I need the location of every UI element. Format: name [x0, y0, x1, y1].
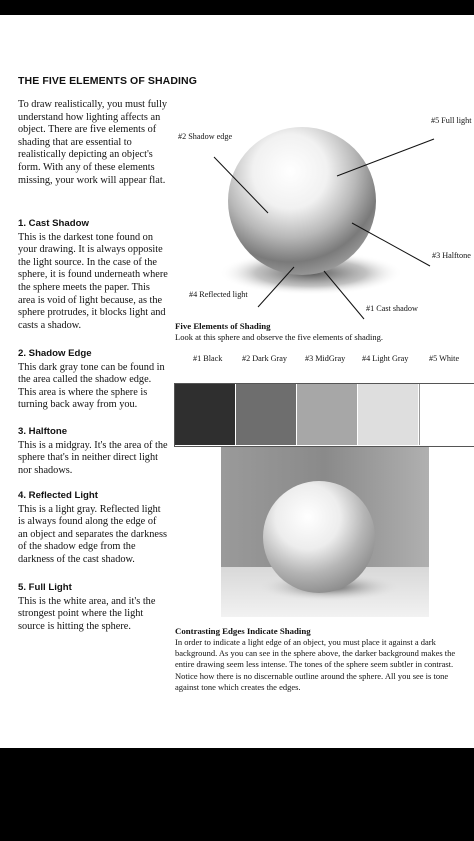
label-cast-shadow: #1 Cast shadow — [366, 304, 418, 313]
swatch-label: #1 Black — [193, 354, 223, 363]
contrast-sphere-illustration — [221, 447, 429, 617]
swatch-midgray — [297, 384, 357, 445]
label-full-light: #5 Full light — [431, 116, 472, 125]
label-shadow-edge: #2 Shadow edge — [178, 132, 233, 141]
figure2-caption-text: In order to indicate a light edge of an object, you must place it against a dark background. As you can see in the sphere above, the darker background makes the entire drawing seem less intense. The tones of the sphere seem subtler in contrast. Notice how there is no discernable outline around the sphere. All you see is tone against tone which creates the edges. — [175, 637, 456, 692]
label-reflected-light: #4 Reflected light — [189, 290, 248, 299]
section-reflected-light — [18, 490, 168, 567]
section-heading: 3. Halftone — [18, 426, 68, 437]
swatch-label: #2 Dark Gray — [242, 354, 288, 363]
section-shadow-edge — [18, 348, 168, 412]
sphere-shape — [263, 481, 375, 593]
swatch-label: #3 MidGray — [305, 354, 346, 363]
section-heading: 4. Reflected Light — [18, 490, 98, 501]
section-text: This is a light gray. Reflected light is always found along the edge of an object and separates the darkness of the shadow edge from the darkness of the cast shadow. — [18, 503, 167, 565]
section-heading: 2. Shadow Edge — [18, 348, 92, 359]
section-text: This is the white area, and it's the strongest point where the light source is hitting the sphere. — [18, 595, 156, 632]
section-heading: 5. Full Light — [18, 582, 72, 593]
figure2-caption-title: Contrasting Edges Indicate Shading — [175, 626, 311, 636]
label-halftone: #3 Halftone — [432, 251, 471, 260]
swatch-label: #4 Light Gray — [362, 354, 409, 363]
section-cast-shadow — [18, 218, 168, 332]
section-text: This is the darkest tone found on your drawing. It is always opposite the light source. In the case of the sphere, it is found underneath where the sphere meets the paper. This area is void of light because, as the sphere protrudes, it blocks light and casts a shadow. — [18, 231, 168, 331]
section-heading: 1. Cast Shadow — [18, 218, 89, 229]
intro-paragraph: To draw realistically, you must fully understand how lighting affects an object. There are five elements of shading that are essential to realistically depicting an object's form. With any of these elements missing, your work will appear flat. — [18, 99, 168, 186]
swatch-label: #5 White — [429, 354, 460, 363]
figure1-caption-text: Look at this sphere and observe the five elements of shading. — [175, 332, 383, 342]
sphere-shape — [228, 127, 376, 275]
swatch-dark-gray — [236, 384, 296, 445]
page-title: THE FIVE ELEMENTS OF SHADING — [18, 75, 197, 87]
section-text: This dark gray tone can be found in the area called the shadow edge. This area is where the sphere is turning back away from you. — [18, 361, 165, 411]
section-halftone — [18, 426, 168, 477]
book-page — [0, 15, 474, 748]
section-full-light — [18, 582, 168, 633]
swatch-white — [419, 384, 474, 445]
section-text: This is a midgray. It's the area of the sphere that's in neither direct light nor shadows. — [18, 439, 168, 476]
figure1-caption-title: Five Elements of Shading — [175, 321, 271, 331]
swatch-light-gray — [358, 384, 418, 445]
swatch-black — [175, 384, 235, 445]
intro-text — [18, 99, 168, 187]
